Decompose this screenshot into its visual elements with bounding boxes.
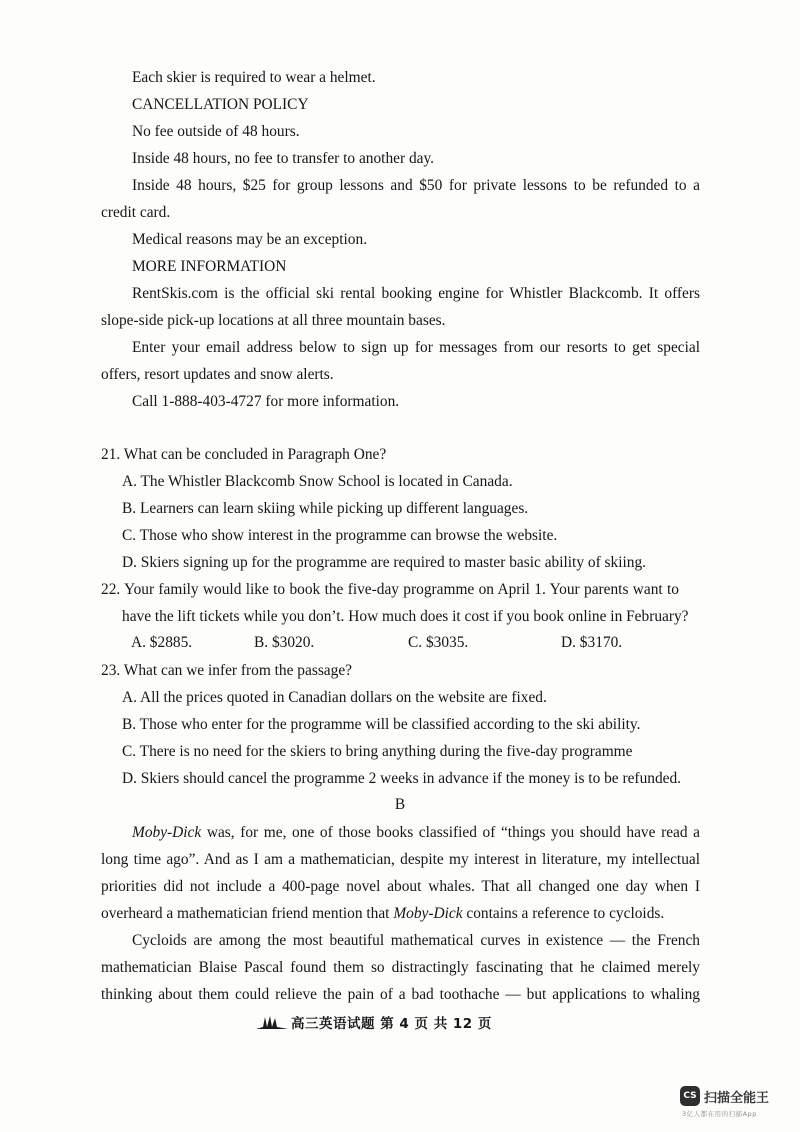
paragraph-b1-line3: priorities did not include a 400-page novel about whales. That all changed one day when I	[101, 878, 700, 895]
question-23: 23. What can we infer from the passage?	[101, 662, 352, 679]
text-line: No fee outside of 48 hours.	[132, 123, 300, 140]
paragraph-b1-line1	[132, 823, 700, 843]
text-line: offers, resort updates and snow alerts.	[101, 366, 334, 383]
question-22-cont: have the lift tickets while you don’t. How much does it cost if you book online in February?	[122, 608, 689, 625]
option-21d: D. Skiers signing up for the programme are required to master basic ability of skiing.	[122, 554, 647, 571]
option-23a: A. All the prices quoted in Canadian dollars on the website are fixed.	[122, 689, 547, 706]
option-21a: A. The Whistler Blackcomb Snow School is located in Canada.	[122, 473, 513, 490]
choices-22	[131, 634, 691, 654]
paragraph-b2-line2: mathematician Blaise Pascal found them so distractingly fascinating that he claimed merely	[101, 959, 700, 976]
text-line: credit card.	[101, 204, 171, 221]
question-21: 21. What can be concluded in Paragraph One?	[101, 446, 387, 463]
text-line: Inside 48 hours, no fee to transfer to another day.	[132, 150, 435, 167]
option-23b: B. Those who enter for the programme will be classified according to the ski ability.	[122, 716, 641, 733]
option-23c: C. There is no need for the skiers to bring anything during the five-day programme	[122, 743, 633, 760]
paragraph-b1-line4	[101, 904, 664, 924]
choice-22a: A. $2885.	[131, 634, 193, 651]
section-heading: MORE INFORMATION	[132, 258, 287, 275]
choice-22d: D. $3170.	[561, 634, 623, 651]
text-line: Medical reasons may be an exception.	[132, 231, 368, 248]
option-21b: B. Learners can learn skiing while picking up different languages.	[122, 500, 529, 517]
text-span: contains a reference to cycloids.	[462, 905, 665, 922]
watermark-tagline: 3亿人都在用的扫描App	[682, 1110, 757, 1118]
text-line: RentSkis.com is the official ski rental booking engine for Whistler Blackcomb. It offers	[132, 285, 700, 302]
option-21c: C. Those who show interest in the programme can browse the website.	[122, 527, 558, 544]
text-line: Each skier is required to wear a helmet.	[132, 69, 376, 86]
watermark-name: 扫描全能王	[704, 1090, 770, 1106]
choice-22c: C. $3035.	[408, 634, 469, 651]
question-22: 22. Your family would like to book the five-day programme on April 1. Your parents want to	[101, 581, 679, 598]
footer-label: 高三英语试题 第 4 页 共 12 页	[291, 1016, 492, 1032]
paragraph-b2-line3: thinking about them could relieve the pain of a bad toothache — but applications to whaling	[101, 986, 700, 1003]
scanner-watermark	[680, 1086, 790, 1126]
text-line: Call 1-888-403-4727 for more information.	[132, 393, 400, 410]
book-title: Moby-Dick	[393, 905, 463, 922]
text-span: was, for me, one of those books classified of “things you should have read a	[201, 824, 700, 841]
choice-22b: B. $3020.	[254, 634, 315, 651]
section-b-label: B	[394, 796, 406, 813]
camscanner-logo-icon: CS	[680, 1086, 700, 1106]
text-span: overheard a mathematician friend mention that	[101, 905, 394, 922]
text-line: Inside 48 hours, $25 for group lessons and $50 for private lessons to be refunded to a	[132, 177, 700, 194]
page-footer	[255, 1010, 492, 1034]
text-line: Enter your email address below to sign up for messages from our resorts to get special	[132, 339, 700, 356]
book-title: Moby-Dick	[132, 824, 202, 841]
paragraph-b2-line1: Cycloids are among the most beautiful mathematical curves in existence — the French	[132, 932, 700, 949]
section-heading: CANCELLATION POLICY	[132, 96, 309, 113]
paragraph-b1-line2: long time ago”. And as I am a mathematician, despite my interest in literature, my intellectual	[101, 851, 700, 868]
publisher-logo-icon	[255, 1013, 289, 1031]
text-line: slope-side pick-up locations at all three mountain bases.	[101, 312, 446, 329]
option-23d: D. Skiers should cancel the programme 2 weeks in advance if the money is to be refunded.	[122, 770, 682, 787]
